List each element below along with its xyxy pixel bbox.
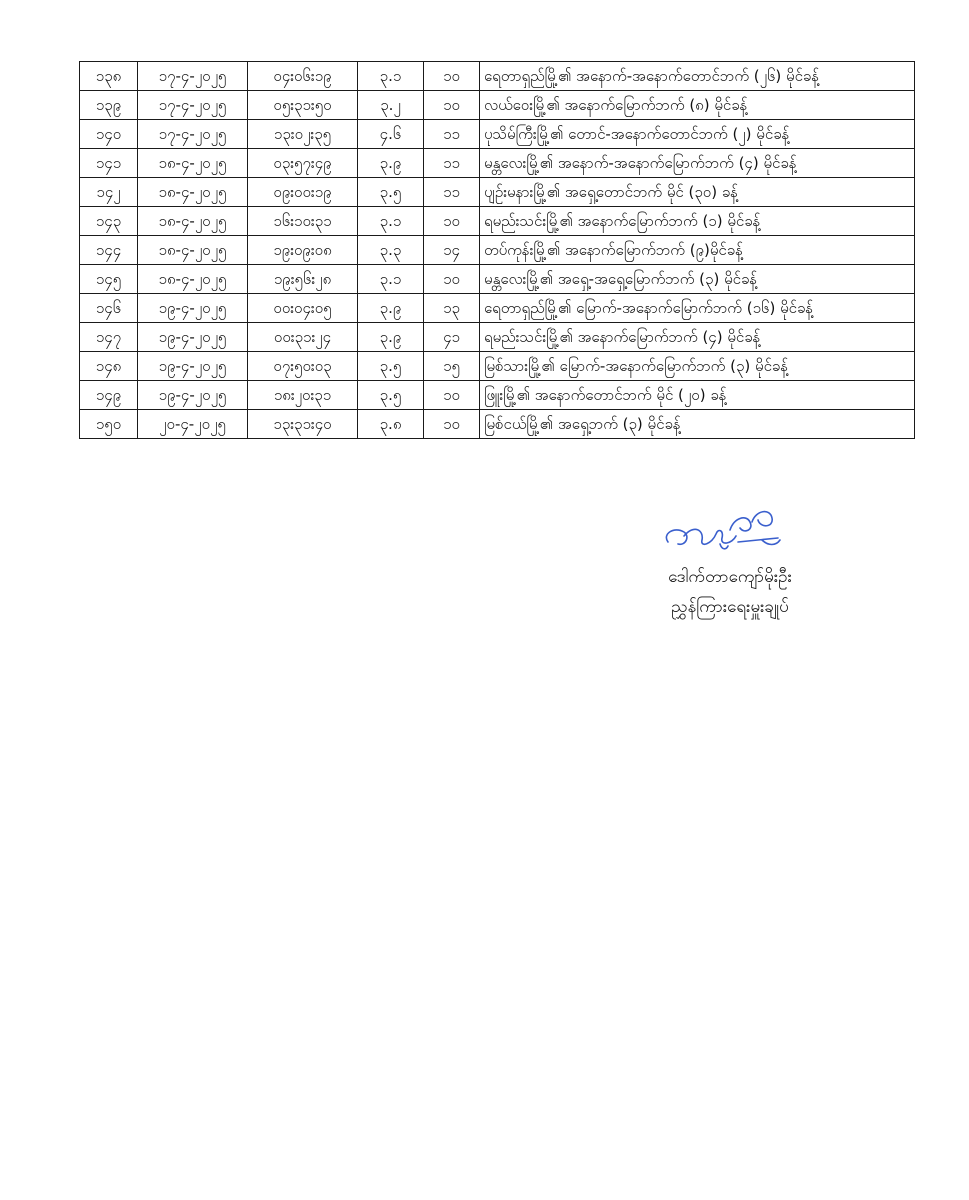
row-depth: ၁၀	[424, 381, 480, 410]
row-depth: ၁၀	[424, 91, 480, 120]
row-number: ၁၄၁	[80, 149, 138, 178]
row-time: ၀၀း၀၄း၀၅	[248, 294, 358, 323]
row-location: မန္တလေးမြို့၏ အနောက်-အနောက်မြောက်ဘက် (၄) မိုင်ခန့်	[480, 149, 915, 178]
row-time: ၀၃း၅၇း၄၉	[248, 149, 358, 178]
row-number: ၁၄၉	[80, 381, 138, 410]
row-date: ၁၉-၄-၂၀၂၅	[138, 323, 248, 352]
row-location: လယ်ဝေးမြို့၏ အနောက်မြောက်ဘက် (၈) မိုင်ခန့်	[480, 91, 915, 120]
row-magnitude: ၃.၉	[358, 323, 424, 352]
row-time: ၁၉း၅၆း၂၈	[248, 265, 358, 294]
row-depth: ၁၅	[424, 352, 480, 381]
row-depth: ၁၀	[424, 265, 480, 294]
row-time: ၁၃း၀၂း၃၅	[248, 120, 358, 149]
row-magnitude: ၃.၃	[358, 236, 424, 265]
table-row	[80, 410, 915, 439]
row-depth: ၁၄	[424, 236, 480, 265]
row-date: ၁၈-၄-၂၀၂၅	[138, 178, 248, 207]
row-date: ၁၈-၄-၂၀၂၅	[138, 265, 248, 294]
table-row	[80, 352, 915, 381]
row-number: ၁၄၆	[80, 294, 138, 323]
row-number: ၁၃၉	[80, 91, 138, 120]
row-location: ပုသိမ်ကြီးမြို့၏ တောင်-အနောက်တောင်ဘက် (၂) မိုင်ခန့်	[480, 120, 915, 149]
row-time: ၁၈း၂၀း၃၁	[248, 381, 358, 410]
row-number: ၁၄၀	[80, 120, 138, 149]
row-time: ၁၃း၃၁း၄၀	[248, 410, 358, 439]
row-number: ၁၅၀	[80, 410, 138, 439]
row-depth: ၁၀	[424, 207, 480, 236]
row-date: ၂၀-၄-၂၀၂၅	[138, 410, 248, 439]
row-location: ပျဉ်းမနားမြို့၏ အရှေ့တောင်ဘက် မိုင် (၃၀) ခန့်	[480, 178, 915, 207]
row-depth: ၁၁	[424, 178, 480, 207]
row-location: ရေတာရှည်မြို့၏ မြောက်-အနောက်မြောက်ဘက် (၁၆) မိုင်ခန့်	[480, 294, 915, 323]
row-date: ၁၇-၄-၂၀၂၅	[138, 62, 248, 91]
row-location: ရေတာရှည်မြို့၏ အနောက်-အနောက်တောင်ဘက် (၂၆) မိုင်ခန့်	[480, 62, 915, 91]
table-row	[80, 62, 915, 91]
row-location: ရမည်းသင်းမြို့၏ အနောက်မြောက်ဘက် (၁) မိုင်ခန့်	[480, 207, 915, 236]
row-number: ၁၄၇	[80, 323, 138, 352]
row-magnitude: ၃.၂	[358, 91, 424, 120]
row-number: ၁၄၄	[80, 236, 138, 265]
row-depth: ၁၀	[424, 62, 480, 91]
table-row	[80, 91, 915, 120]
table-row	[80, 323, 915, 352]
row-magnitude: ၃.၁	[358, 207, 424, 236]
row-date: ၁၉-၄-၂၀၂၅	[138, 381, 248, 410]
table-row	[80, 381, 915, 410]
row-magnitude: ၄.၆	[358, 120, 424, 149]
row-location: မြစ်သားမြို့၏ မြောက်-အနောက်မြောက်ဘက် (၃) မိုင်ခန့်	[480, 352, 915, 381]
signature-block	[600, 500, 900, 630]
row-time: ၀၄း၀၆း၁၉	[248, 62, 358, 91]
row-magnitude: ၃.၁	[358, 62, 424, 91]
earthquake-table	[79, 61, 915, 439]
row-location: မြစ်ငယ်မြို့၏ အရှေ့ဘက် (၃) မိုင်ခန့်	[480, 410, 915, 439]
row-time: ၁၉း၀၉း၀၈	[248, 236, 358, 265]
row-number: ၁၄၅	[80, 265, 138, 294]
row-time: ၀၅း၃၁း၅၀	[248, 91, 358, 120]
row-magnitude: ၃.၅	[358, 178, 424, 207]
row-magnitude: ၃.၈	[358, 410, 424, 439]
row-location: ဖြူးမြို့၏ အနောက်တောင်ဘက် မိုင် (၂၀) ခန့်	[480, 381, 915, 410]
earthquake-table-body	[80, 62, 915, 439]
row-number: ၁၄၃	[80, 207, 138, 236]
row-time: ၁၆း၁၀း၃၁	[248, 207, 358, 236]
signer-title: ညွှန်ကြားရေးမှူးချုပ်	[671, 597, 789, 617]
row-magnitude: ၃.၉	[358, 149, 424, 178]
row-number: ၁၄၈	[80, 352, 138, 381]
row-location: မန္တလေးမြို့၏ အရှေ့-အရှေ့မြောက်ဘက် (၃) မိုင်ခန့်	[480, 265, 915, 294]
table-row	[80, 149, 915, 178]
table-row	[80, 294, 915, 323]
row-time: ၀၉း၀၀း၁၉	[248, 178, 358, 207]
row-depth: ၁၀	[424, 410, 480, 439]
row-date: ၁၉-၄-၂၀၂၅	[138, 294, 248, 323]
row-date: ၁၈-၄-၂၀၂၅	[138, 207, 248, 236]
table-row	[80, 178, 915, 207]
table-row	[80, 265, 915, 294]
handwritten-signature	[660, 500, 800, 560]
row-time: ၀၀း၃၁း၂၄	[248, 323, 358, 352]
row-location: တပ်ကုန်းမြို့၏ အနောက်မြောက်ဘက် (၉)မိုင်ခန့်	[480, 236, 915, 265]
table-row	[80, 207, 915, 236]
row-magnitude: ၃.၅	[358, 352, 424, 381]
row-depth: ၄၁	[424, 323, 480, 352]
row-date: ၁၈-၄-၂၀၂၅	[138, 236, 248, 265]
row-magnitude: ၃.၉	[358, 294, 424, 323]
row-magnitude: ၃.၁	[358, 265, 424, 294]
row-number: ၁၄၂	[80, 178, 138, 207]
row-location: ရမည်းသင်းမြို့၏ အနောက်မြောက်ဘက် (၄) မိုင်ခန့်	[480, 323, 915, 352]
row-date: ၁၈-၄-၂၀၂၅	[138, 149, 248, 178]
row-date: ၁၇-၄-၂၀၂၅	[138, 91, 248, 120]
row-depth: ၁၃	[424, 294, 480, 323]
table-row	[80, 120, 915, 149]
row-time: ၀၇း၅၀း၀၃	[248, 352, 358, 381]
signer-name: ဒေါက်တာကျော်မိုးဦး	[668, 567, 792, 587]
table-row	[80, 236, 915, 265]
row-number: ၁၃၈	[80, 62, 138, 91]
row-depth: ၁၁	[424, 149, 480, 178]
row-date: ၁၇-၄-၂၀၂၅	[138, 120, 248, 149]
row-depth: ၁၁	[424, 120, 480, 149]
row-magnitude: ၃.၅	[358, 381, 424, 410]
row-date: ၁၉-၄-၂၀၂၅	[138, 352, 248, 381]
